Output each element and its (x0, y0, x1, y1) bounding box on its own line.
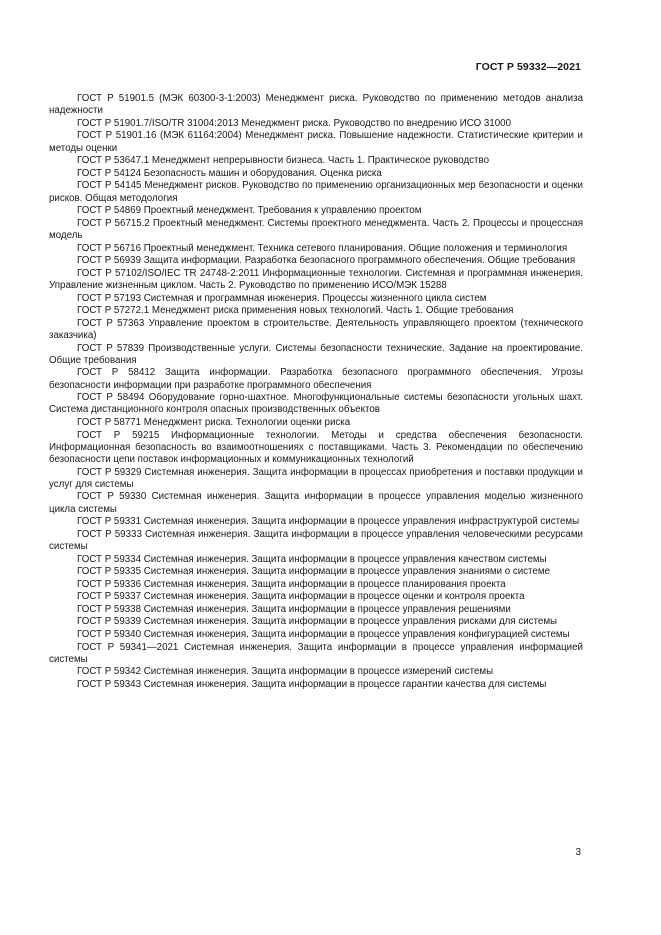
reference-item: ГОСТ Р 59333 Системная инженерия. Защита информации в процессе управления человеческими ресурсами системы (49, 528, 583, 552)
reference-item: ГОСТ Р 56715.2 Проектный менеджмент. Системы проектного менеджмента. Часть 2. Процессы и процессная модель (49, 217, 583, 241)
reference-item: ГОСТ Р 57102/ISO/IEC TR 24748-2:2011 Информационные технологии. Системная и программная инженерия. Управление жизненным циклом. Часть 2. Руководство по применению ИСО/МЭК 15288 (49, 267, 583, 291)
reference-item: ГОСТ Р 59334 Системная инженерия. Защита информации в процессе управления качеством системы (77, 553, 547, 565)
reference-item: ГОСТ Р 59343 Системная инженерия. Защита информации в процессе гарантии качества для системы (77, 679, 547, 691)
reference-item: ГОСТ Р 59337 Системная инженерия. Защита информации в процессе оценки и контроля проекта (77, 591, 525, 603)
reference-item: ГОСТ Р 57363 Управление проектом в строительстве. Деятельность управляющего проектом (технического заказчика) (49, 317, 583, 341)
reference-item: ГОСТ Р 59340 Системная инженерия. Защита информации в процессе управления конфигурацией системы (77, 629, 570, 641)
document-code-header: ГОСТ Р 59332—2021 (475, 61, 581, 73)
reference-item: ГОСТ Р 51901.16 (МЭК 61164:2004) Менеджмент риска. Повышение надежности. Статистические критерии и методы оценки (49, 130, 583, 154)
reference-item: ГОСТ Р 59215 Информационные технологии. Методы и средства обеспечения безопасности. Информационная безопасность во взаимоотношениях с поставщиками. Часть 3. Рекомендации по обеспечению безопасности цепи поставок информационных и коммуникационных технологий (49, 429, 583, 465)
normative-references-list (49, 93, 583, 692)
reference-item: ГОСТ Р 58771 Менеджмент риска. Технологии оценки риска (77, 416, 351, 428)
reference-item: ГОСТ Р 56716 Проектный менеджмент. Техника сетевого планирования. Общие положения и терминология (77, 242, 568, 254)
reference-item: ГОСТ Р 54145 Менеджмент рисков. Руководство по применению организационных мер безопасности и оценки рисков. Общая методология (49, 180, 583, 204)
reference-item: ГОСТ Р 56939 Защита информации. Разработка безопасного программного обеспечения. Общие требования (77, 255, 576, 267)
reference-item: ГОСТ Р 51901.5 (МЭК 60300-3-1:2003) Менеджмент риска. Руководство по применению методов анализа надежности (49, 93, 583, 117)
reference-item: ГОСТ Р 53647.1 Менеджмент непрерывности бизнеса. Часть 1. Практическое руководство (77, 155, 489, 167)
page-number: 3 (575, 847, 581, 858)
reference-item: ГОСТ Р 59335 Системная инженерия. Защита информации в процессе управления знаниями о системе (77, 566, 550, 578)
reference-item: ГОСТ Р 59336 Системная инженерия. Защита информации в процессе планирования проекта (77, 578, 506, 590)
reference-item: ГОСТ Р 58412 Защита информации. Разработка безопасного программного обеспечения. Угрозы безопасности информации при разработке программного обеспечения (49, 367, 583, 391)
reference-item: ГОСТ Р 54124 Безопасность машин и оборудования. Оценка риска (77, 167, 382, 179)
reference-item: ГОСТ Р 57193 Системная и программная инженерия. Процессы жизненного цикла систем (77, 292, 487, 304)
reference-item: ГОСТ Р 59338 Системная инженерия. Защита информации в процессе управления решениями (77, 603, 511, 615)
reference-item: ГОСТ Р 57839 Производственные услуги. Системы безопасности технические. Задание на проектирование. Общие требования (49, 342, 583, 366)
reference-item: ГОСТ Р 59342 Системная инженерия. Защита информации в процессе измерений системы (77, 666, 494, 678)
reference-item: ГОСТ Р 57272.1 Менеджмент риска применения новых технологий. Часть 1. Общие требования (77, 305, 514, 317)
reference-item: ГОСТ Р 59331 Системная инженерия. Защита информации в процессе управления инфраструктурой системы (77, 516, 580, 528)
reference-item: ГОСТ Р 59341—2021 Системная инженерия. Защита информации в процессе управления информацией системы (49, 641, 583, 665)
reference-item: ГОСТ Р 51901.7/ISO/TR 31004:2013 Менеджмент риска. Руководство по внедрению ИСО 31000 (77, 117, 511, 129)
reference-item: ГОСТ Р 54869 Проектный менеджмент. Требования к управлению проектом (77, 205, 422, 217)
reference-item: ГОСТ Р 59330 Системная инженерия. Защита информации в процессе управления моделью жизненного цикла системы (49, 491, 583, 515)
reference-item: ГОСТ Р 58494 Оборудование горно-шахтное. Многофункциональные системы безопасности угольных шахт. Система дистанционного контроля опасных производственных объектов (49, 392, 583, 416)
reference-item: ГОСТ Р 59329 Системная инженерия. Защита информации в процессах приобретения и поставки продукции и услуг для системы (49, 466, 583, 490)
reference-item: ГОСТ Р 59339 Системная инженерия. Защита информации в процессе управления рисками для системы (77, 616, 558, 628)
